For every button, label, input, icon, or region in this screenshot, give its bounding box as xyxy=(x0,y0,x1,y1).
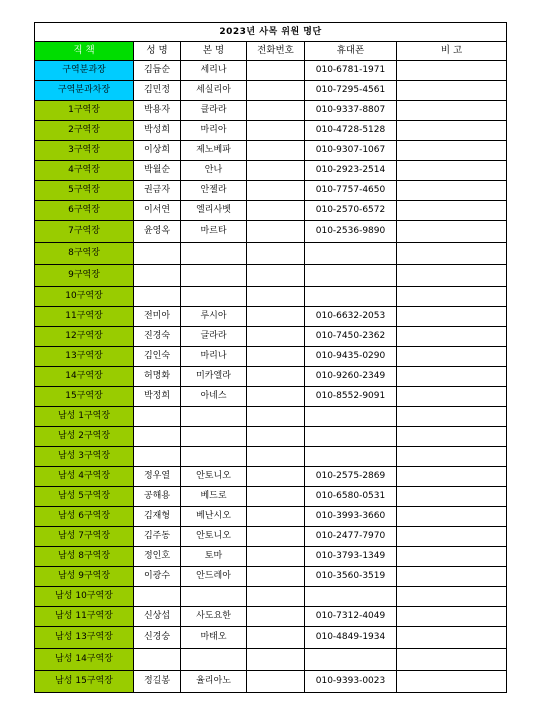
cell-phone[interactable] xyxy=(247,487,305,507)
table-row xyxy=(35,161,507,181)
cell-name[interactable]: 김주동 xyxy=(134,527,181,547)
table-row xyxy=(35,387,507,407)
cell-mobile[interactable]: 010-2477-7970 xyxy=(305,527,397,547)
cell-phone[interactable] xyxy=(247,507,305,527)
cell-name[interactable]: 김인숙 xyxy=(134,347,181,367)
cell-role[interactable]: 10구역장 xyxy=(35,287,134,307)
cell-name[interactable] xyxy=(134,407,181,427)
cell-role[interactable]: 2구역장 xyxy=(35,121,134,141)
cell-baptism-name[interactable]: 클라라 xyxy=(181,101,247,121)
cell-role[interactable]: 12구역장 xyxy=(35,327,134,347)
cell-role[interactable]: 남성 11구역장 xyxy=(35,607,134,627)
table-row xyxy=(35,347,507,367)
cell-baptism-name[interactable]: 미카엘라 xyxy=(181,367,247,387)
cell-mobile[interactable]: 010-9260-2349 xyxy=(305,367,397,387)
table-row xyxy=(35,649,507,671)
table-row xyxy=(35,121,507,141)
table-row xyxy=(35,101,507,121)
cell-mobile[interactable] xyxy=(305,447,397,467)
header-role[interactable]: 직 책 xyxy=(35,42,134,61)
table-row xyxy=(35,607,507,627)
cell-phone[interactable] xyxy=(247,607,305,627)
cell-mobile[interactable]: 010-8552-9091 xyxy=(305,387,397,407)
cell-role[interactable]: 7구역장 xyxy=(35,221,134,243)
cell-name[interactable] xyxy=(134,447,181,467)
cell-name[interactable]: 공해용 xyxy=(134,487,181,507)
cell-role[interactable]: 남성 6구역장 xyxy=(35,507,134,527)
table-row xyxy=(35,427,507,447)
cell-phone[interactable] xyxy=(247,201,305,221)
cell-note[interactable] xyxy=(397,487,507,507)
cell-baptism-name[interactable] xyxy=(181,427,247,447)
cell-baptism-name[interactable]: 안젤라 xyxy=(181,181,247,201)
cell-phone[interactable] xyxy=(247,347,305,367)
table-row xyxy=(35,527,507,547)
cell-mobile[interactable]: 010-4849-1934 xyxy=(305,627,397,649)
cell-phone[interactable] xyxy=(247,81,305,101)
cell-note[interactable] xyxy=(397,347,507,367)
cell-baptism-name[interactable]: 베난시오 xyxy=(181,507,247,527)
cell-baptism-name[interactable]: 토마 xyxy=(181,547,247,567)
header-note[interactable]: 비 고 xyxy=(397,42,507,61)
cell-mobile[interactable] xyxy=(305,427,397,447)
cell-phone[interactable] xyxy=(247,627,305,649)
cell-note[interactable] xyxy=(397,307,507,327)
cell-baptism-name[interactable]: 마리나 xyxy=(181,347,247,367)
cell-baptism-name[interactable]: 안토니오 xyxy=(181,527,247,547)
cell-role[interactable]: 남성 1구역장 xyxy=(35,407,134,427)
table-row xyxy=(35,507,507,527)
cell-name[interactable] xyxy=(134,243,181,265)
cell-phone[interactable] xyxy=(247,407,305,427)
cell-mobile[interactable]: 010-3793-1349 xyxy=(305,547,397,567)
cell-note[interactable] xyxy=(397,327,507,347)
cell-mobile[interactable]: 010-6580-0531 xyxy=(305,487,397,507)
cell-mobile[interactable]: 010-9435-0290 xyxy=(305,347,397,367)
cell-note[interactable] xyxy=(397,427,507,447)
cell-phone[interactable] xyxy=(247,265,305,287)
cell-name[interactable]: 허명화 xyxy=(134,367,181,387)
table-row xyxy=(35,265,507,287)
cell-mobile[interactable] xyxy=(305,407,397,427)
cell-note[interactable] xyxy=(397,547,507,567)
cell-role[interactable]: 1구역장 xyxy=(35,101,134,121)
cell-name[interactable]: 진경숙 xyxy=(134,327,181,347)
header-row xyxy=(35,42,507,61)
cell-note[interactable] xyxy=(397,649,507,671)
cell-name[interactable]: 박월순 xyxy=(134,161,181,181)
cell-name[interactable]: 박정희 xyxy=(134,387,181,407)
cell-note[interactable] xyxy=(397,527,507,547)
cell-mobile[interactable] xyxy=(305,287,397,307)
cell-note[interactable] xyxy=(397,447,507,467)
cell-baptism-name[interactable]: 루시아 xyxy=(181,307,247,327)
table-row xyxy=(35,201,507,221)
cell-baptism-name[interactable]: 세리나 xyxy=(181,61,247,81)
cell-note[interactable] xyxy=(397,587,507,607)
cell-mobile[interactable]: 010-2575-2869 xyxy=(305,467,397,487)
cell-note[interactable] xyxy=(397,467,507,487)
cell-note[interactable] xyxy=(397,221,507,243)
table-row xyxy=(35,367,507,387)
cell-phone[interactable] xyxy=(247,367,305,387)
cell-phone[interactable] xyxy=(247,287,305,307)
cell-note[interactable] xyxy=(397,407,507,427)
cell-phone[interactable] xyxy=(247,181,305,201)
table-row xyxy=(35,243,507,265)
cell-role[interactable]: 남성 7구역장 xyxy=(35,527,134,547)
cell-mobile[interactable] xyxy=(305,587,397,607)
table-row xyxy=(35,487,507,507)
cell-role[interactable]: 5구역장 xyxy=(35,181,134,201)
cell-baptism-name[interactable] xyxy=(181,287,247,307)
cell-role[interactable]: 13구역장 xyxy=(35,347,134,367)
cell-name[interactable]: 전미아 xyxy=(134,307,181,327)
cell-phone[interactable] xyxy=(247,427,305,447)
cell-mobile[interactable]: 010-6632-2053 xyxy=(305,307,397,327)
table-row xyxy=(35,407,507,427)
cell-baptism-name[interactable]: 마르타 xyxy=(181,221,247,243)
header-mobile[interactable]: 휴대폰 xyxy=(305,42,397,61)
cell-baptism-name[interactable]: 사도요한 xyxy=(181,607,247,627)
cell-name[interactable] xyxy=(134,427,181,447)
cell-note[interactable] xyxy=(397,181,507,201)
table-row xyxy=(35,221,507,243)
cell-note[interactable] xyxy=(397,161,507,181)
cell-baptism-name[interactable] xyxy=(181,265,247,287)
cell-mobile[interactable]: 010-2536-9890 xyxy=(305,221,397,243)
cell-mobile[interactable]: 010-2923-2514 xyxy=(305,161,397,181)
cell-name[interactable] xyxy=(134,587,181,607)
cell-phone[interactable] xyxy=(247,101,305,121)
cell-note[interactable] xyxy=(397,287,507,307)
title-row xyxy=(35,23,507,42)
cell-note[interactable] xyxy=(397,607,507,627)
cell-role[interactable]: 남성 2구역장 xyxy=(35,427,134,447)
cell-role[interactable]: 8구역장 xyxy=(35,243,134,265)
table-row xyxy=(35,567,507,587)
cell-name[interactable] xyxy=(134,649,181,671)
header-phone[interactable]: 전화번호 xyxy=(247,42,305,61)
cell-mobile[interactable]: 010-3993-3660 xyxy=(305,507,397,527)
cell-mobile[interactable]: 010-7757-4650 xyxy=(305,181,397,201)
cell-baptism-name[interactable]: 안토니오 xyxy=(181,467,247,487)
cell-name[interactable] xyxy=(134,265,181,287)
table-row xyxy=(35,141,507,161)
header-baptism-name[interactable]: 본 명 xyxy=(181,42,247,61)
cell-note[interactable] xyxy=(397,121,507,141)
table-row xyxy=(35,627,507,649)
cell-phone[interactable] xyxy=(247,587,305,607)
table-row xyxy=(35,447,507,467)
cell-note[interactable] xyxy=(397,101,507,121)
cell-mobile[interactable]: 010-6781-1971 xyxy=(305,61,397,81)
cell-role[interactable]: 14구역장 xyxy=(35,367,134,387)
cell-name[interactable]: 박용자 xyxy=(134,101,181,121)
cell-role[interactable]: 남성 13구역장 xyxy=(35,627,134,649)
table-row xyxy=(35,287,507,307)
cell-role[interactable]: 남성 8구역장 xyxy=(35,547,134,567)
cell-name[interactable]: 정길봉 xyxy=(134,671,181,693)
cell-note[interactable] xyxy=(397,141,507,161)
cell-role[interactable]: 남성 9구역장 xyxy=(35,567,134,587)
cell-name[interactable]: 권금자 xyxy=(134,181,181,201)
cell-name[interactable]: 이상희 xyxy=(134,141,181,161)
cell-mobile[interactable]: 010-4728-5128 xyxy=(305,121,397,141)
cell-phone[interactable] xyxy=(247,243,305,265)
cell-mobile[interactable]: 010-9307-1067 xyxy=(305,141,397,161)
cell-note[interactable] xyxy=(397,567,507,587)
cell-role[interactable]: 남성 15구역장 xyxy=(35,671,134,693)
cell-phone[interactable] xyxy=(247,447,305,467)
cell-mobile[interactable]: 010-2570-6572 xyxy=(305,201,397,221)
table-row xyxy=(35,671,507,693)
cell-mobile[interactable]: 010-7450-2362 xyxy=(305,327,397,347)
cell-note[interactable] xyxy=(397,627,507,649)
cell-role[interactable]: 남성 5구역장 xyxy=(35,487,134,507)
cell-phone[interactable] xyxy=(247,567,305,587)
cell-phone[interactable] xyxy=(247,527,305,547)
cell-note[interactable] xyxy=(397,243,507,265)
cell-baptism-name[interactable]: 세실리아 xyxy=(181,81,247,101)
cell-baptism-name[interactable]: 안나 xyxy=(181,161,247,181)
cell-role[interactable]: 4구역장 xyxy=(35,161,134,181)
cell-name[interactable]: 정우열 xyxy=(134,467,181,487)
cell-note[interactable] xyxy=(397,387,507,407)
cell-role[interactable]: 3구역장 xyxy=(35,141,134,161)
cell-mobile[interactable] xyxy=(305,243,397,265)
cell-baptism-name[interactable] xyxy=(181,587,247,607)
table-row xyxy=(35,327,507,347)
cell-phone[interactable] xyxy=(247,649,305,671)
cell-baptism-name[interactable]: 아네스 xyxy=(181,387,247,407)
cell-baptism-name[interactable]: 안드레아 xyxy=(181,567,247,587)
cell-mobile[interactable]: 010-7312-4049 xyxy=(305,607,397,627)
cell-note[interactable] xyxy=(397,61,507,81)
cell-mobile[interactable]: 010-7295-4561 xyxy=(305,81,397,101)
cell-name[interactable]: 김재형 xyxy=(134,507,181,527)
cell-baptism-name[interactable]: 글라라 xyxy=(181,327,247,347)
cell-name[interactable]: 이광수 xyxy=(134,567,181,587)
cell-phone[interactable] xyxy=(247,671,305,693)
cell-role[interactable]: 남성 10구역장 xyxy=(35,587,134,607)
cell-phone[interactable] xyxy=(247,327,305,347)
cell-name[interactable] xyxy=(134,287,181,307)
cell-note[interactable] xyxy=(397,507,507,527)
cell-note[interactable] xyxy=(397,201,507,221)
sheet-title[interactable]: 2023년 사목 위원 명단 xyxy=(35,23,507,42)
cell-phone[interactable] xyxy=(247,161,305,181)
cell-note[interactable] xyxy=(397,671,507,693)
cell-phone[interactable] xyxy=(247,387,305,407)
cell-name[interactable]: 김듭순 xyxy=(134,61,181,81)
cell-role[interactable]: 6구역장 xyxy=(35,201,134,221)
table-row xyxy=(35,181,507,201)
cell-name[interactable]: 신경숭 xyxy=(134,627,181,649)
cell-name[interactable]: 이서연 xyxy=(134,201,181,221)
cell-baptism-name[interactable]: 베드로 xyxy=(181,487,247,507)
table-row xyxy=(35,467,507,487)
table-row xyxy=(35,61,507,81)
cell-role[interactable]: 15구역장 xyxy=(35,387,134,407)
cell-role[interactable]: 남성 14구역장 xyxy=(35,649,134,671)
cell-baptism-name[interactable]: 마태오 xyxy=(181,627,247,649)
cell-name[interactable]: 정인호 xyxy=(134,547,181,567)
cell-phone[interactable] xyxy=(247,221,305,243)
cell-baptism-name[interactable]: 율리아노 xyxy=(181,671,247,693)
cell-phone[interactable] xyxy=(247,307,305,327)
cell-baptism-name[interactable] xyxy=(181,447,247,467)
cell-role[interactable]: 남성 4구역장 xyxy=(35,467,134,487)
table-row xyxy=(35,81,507,101)
cell-role[interactable]: 구역분과장 xyxy=(35,61,134,81)
cell-note[interactable] xyxy=(397,81,507,101)
cell-phone[interactable] xyxy=(247,467,305,487)
cell-phone[interactable] xyxy=(247,141,305,161)
cell-baptism-name[interactable] xyxy=(181,649,247,671)
cell-mobile[interactable] xyxy=(305,265,397,287)
cell-baptism-name[interactable]: 마리아 xyxy=(181,121,247,141)
cell-name[interactable]: 윤영옥 xyxy=(134,221,181,243)
cell-mobile[interactable]: 010-3560-3519 xyxy=(305,567,397,587)
table-row xyxy=(35,547,507,567)
cell-mobile[interactable]: 010-9393-0023 xyxy=(305,671,397,693)
cell-baptism-name[interactable]: 엘리사벳 xyxy=(181,201,247,221)
cell-note[interactable] xyxy=(397,367,507,387)
cell-mobile[interactable] xyxy=(305,649,397,671)
cell-role[interactable]: 구역분과차장 xyxy=(35,81,134,101)
cell-role[interactable]: 11구역장 xyxy=(35,307,134,327)
cell-baptism-name[interactable] xyxy=(181,407,247,427)
cell-name[interactable]: 신상섭 xyxy=(134,607,181,627)
header-name[interactable]: 성 명 xyxy=(134,42,181,61)
cell-role[interactable]: 9구역장 xyxy=(35,265,134,287)
cell-role[interactable]: 남성 3구역장 xyxy=(35,447,134,467)
member-roster-table xyxy=(34,22,507,693)
cell-phone[interactable] xyxy=(247,121,305,141)
table-row xyxy=(35,307,507,327)
cell-note[interactable] xyxy=(397,265,507,287)
cell-baptism-name[interactable]: 제노베파 xyxy=(181,141,247,161)
cell-baptism-name[interactable] xyxy=(181,243,247,265)
cell-mobile[interactable]: 010-9337-8807 xyxy=(305,101,397,121)
cell-name[interactable]: 박성희 xyxy=(134,121,181,141)
cell-name[interactable]: 김민정 xyxy=(134,81,181,101)
cell-phone[interactable] xyxy=(247,547,305,567)
cell-phone[interactable] xyxy=(247,61,305,81)
table-row xyxy=(35,587,507,607)
